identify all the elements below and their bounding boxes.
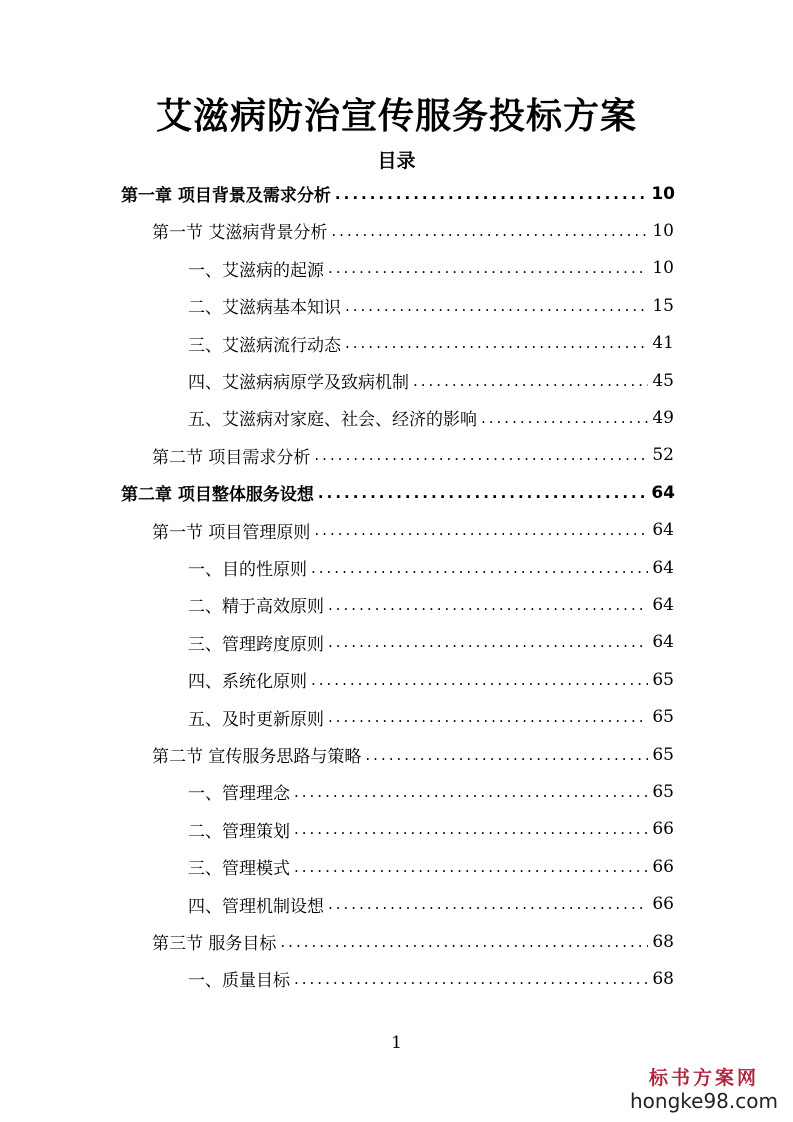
toc-entry-title: 二、精于高效原则: [188, 597, 324, 618]
toc-entry[interactable]: [188, 848, 674, 885]
toc-leader-dots: [314, 521, 648, 539]
toc-leader-dots: [413, 372, 648, 390]
toc-leader-dots: [314, 446, 648, 464]
toc-leader-dots: [318, 484, 647, 502]
toc-heading: 目录: [377, 150, 416, 172]
toc-leader-dots: [328, 596, 648, 614]
toc-entry-title: 二、艾滋病基本知识: [188, 298, 341, 319]
toc-leader-dots: [294, 783, 648, 801]
toc-entry-title: 一、质量目标: [188, 971, 290, 992]
toc-entry-page: 15: [652, 295, 674, 316]
toc-entry-page: 65: [652, 707, 674, 728]
toc-entry[interactable]: [188, 960, 674, 997]
toc-entry-page: 65: [652, 669, 674, 690]
toc-entry-page: 64: [651, 482, 675, 503]
toc-entry[interactable]: [188, 362, 674, 399]
toc-entry-page: 64: [652, 557, 674, 578]
toc-entry-page: 68: [652, 968, 674, 989]
toc-leader-dots: [481, 409, 648, 427]
toc-entry-title: 第三节 服务目标: [152, 934, 277, 954]
toc-entry[interactable]: [188, 287, 674, 324]
toc-entry-title: 第一节 项目管理原则: [152, 522, 311, 543]
toc-leader-dots: [294, 820, 648, 838]
toc-entry-title: 三、管理模式: [188, 859, 290, 880]
toc-entry-title: 三、管理跨度原则: [188, 634, 324, 655]
watermark-logo: [629, 1068, 779, 1113]
toc-entry-title: 四、艾滋病病原学及致病机制: [188, 373, 409, 393]
toc-leader-dots: [311, 671, 648, 689]
toc-entry[interactable]: [188, 586, 674, 623]
toc-entry[interactable]: [188, 549, 674, 586]
toc-leader-dots: [328, 708, 648, 726]
toc-entry-title: 第二节 宣传服务思路与策略: [152, 747, 362, 767]
toc-leader-dots: [328, 895, 648, 913]
toc-entry-page: 52: [652, 445, 674, 466]
toc-entry[interactable]: [188, 250, 674, 287]
toc-entry[interactable]: [188, 325, 674, 362]
toc-leader-dots: [311, 559, 648, 577]
toc-leader-dots: [280, 933, 648, 951]
toc-entry-title: 二、管理策划: [188, 821, 290, 842]
toc-entry-page: 10: [652, 258, 674, 279]
toc-leader-dots: [365, 746, 648, 764]
toc-leader-dots: [331, 222, 648, 240]
toc-entry-page: 66: [652, 894, 674, 915]
toc-entry-page: 68: [652, 931, 674, 952]
toc-entry[interactable]: [188, 886, 674, 923]
toc-leader-dots: [328, 633, 648, 651]
toc-leader-dots: [335, 185, 647, 203]
toc-entry-page: 64: [652, 632, 674, 653]
toc-entry-title: 一、目的性原则: [188, 560, 307, 580]
watermark-name: 标书方案网: [648, 1067, 759, 1089]
toc-leader-dots: [294, 970, 648, 988]
toc-entry-page: 66: [652, 856, 674, 877]
toc-entry-page: 45: [652, 370, 674, 391]
toc-entry-title: 第二节 项目需求分析: [152, 447, 311, 468]
toc-entry-title: 五、及时更新原则: [188, 709, 324, 730]
toc-entry-page: 64: [652, 520, 674, 541]
toc-entry-page: 49: [652, 407, 674, 428]
toc-entry-title: 三、艾滋病流行动态: [188, 335, 341, 356]
toc-entry[interactable]: [121, 175, 675, 212]
toc-entry-page: 65: [652, 744, 674, 765]
toc-entry[interactable]: [152, 212, 674, 249]
toc-entry-title: 第一节 艾滋病背景分析: [152, 223, 328, 244]
toc-entry[interactable]: [188, 661, 674, 698]
toc-entry[interactable]: [188, 773, 674, 810]
toc-leader-dots: [328, 259, 648, 277]
toc-entry[interactable]: [188, 811, 674, 848]
toc-leader-dots: [345, 297, 648, 315]
watermark-url: hongke98.com: [630, 1088, 778, 1113]
document-title: 艾滋病防治宣传服务投标方案: [155, 96, 637, 137]
toc-entry-page: 64: [652, 594, 674, 615]
page-number: 1: [391, 1033, 402, 1053]
toc-entry[interactable]: [188, 399, 674, 436]
toc-entry-title: 一、管理理念: [188, 784, 290, 805]
toc-entry-title: 第二章 项目整体服务设想: [121, 485, 314, 506]
toc-leader-dots: [345, 334, 648, 352]
toc-entry[interactable]: [152, 736, 674, 773]
toc-entry-title: 四、管理机制设想: [188, 896, 324, 917]
toc-entry-page: 10: [651, 183, 675, 204]
toc-entry[interactable]: [152, 437, 674, 474]
toc-entry-page: 66: [652, 819, 674, 840]
toc-entry[interactable]: [121, 474, 675, 511]
toc-entry[interactable]: [152, 923, 674, 960]
toc-entry-title: 四、系统化原则: [188, 672, 307, 693]
toc-entry[interactable]: [188, 624, 674, 661]
toc-entry[interactable]: [152, 512, 674, 549]
toc-leader-dots: [294, 858, 648, 876]
toc-entry[interactable]: [188, 699, 674, 736]
toc-entry-page: 41: [652, 333, 674, 354]
toc-entry-page: 65: [652, 781, 674, 802]
toc-entry-page: 10: [652, 220, 674, 241]
toc-entry-title: 一、艾滋病的起源: [188, 260, 324, 281]
toc-entry-title: 五、艾滋病对家庭、社会、经济的影响: [188, 410, 477, 431]
toc-entry-title: 第一章 项目背景及需求分析: [121, 186, 331, 206]
